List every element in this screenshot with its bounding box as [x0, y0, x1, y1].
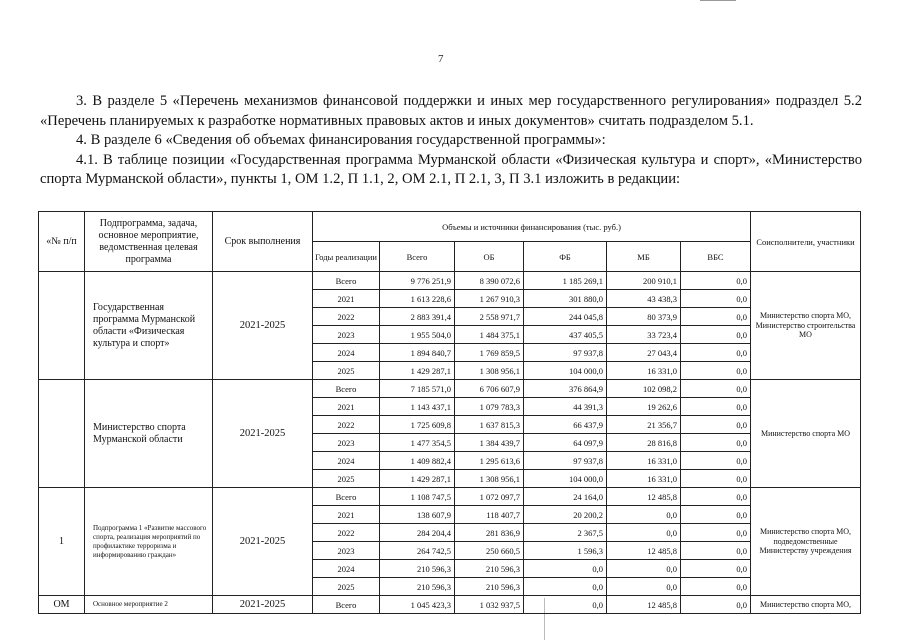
total-cell: 9 776 251,9: [380, 272, 455, 290]
header-fb: ФБ: [524, 242, 607, 272]
vbs-cell: 0,0: [681, 272, 751, 290]
period: 2021-2025: [213, 380, 313, 488]
fb-cell: 20 200,2: [524, 506, 607, 524]
executors: Министерство спорта МО: [751, 380, 861, 488]
table-body: [39, 272, 861, 614]
vbs-cell: 0,0: [681, 452, 751, 470]
mb-cell: 43 438,3: [607, 290, 681, 308]
vbs-cell: 0,0: [681, 542, 751, 560]
vbs-cell: 0,0: [681, 596, 751, 614]
executors: Министерство спорта МО, подведомственные Министерству учреждения: [751, 488, 861, 596]
mb-cell: 12 485,8: [607, 542, 681, 560]
fb-cell: 97 937,8: [524, 344, 607, 362]
vbs-cell: 0,0: [681, 524, 751, 542]
year-cell: 2025: [313, 470, 380, 488]
header-funding: Объемы и источники финансирования (тыс. руб.): [313, 212, 751, 242]
header-mb: МБ: [607, 242, 681, 272]
paragraph: 4.1. В таблице позиции «Государственная программа Мурманской области «Физическая культура и спорт», «Министерство спорта Мурманской области», пункты 1, ОМ 1.2, П 1.1, 2, ОМ 2.1, П 2.1, 3, П 3.1 изложить в редакции:: [40, 151, 862, 187]
fb-cell: 376 864,9: [524, 380, 607, 398]
paragraph: 3. В разделе 5 «Перечень механизмов финансовой поддержки и иных мер государственного регулирования» подраздел 5.2 «Перечень планируемых к разработке нормативных правовых актов и иных документов» считать подразделом 5.1.: [40, 93, 862, 129]
year-cell: 2024: [313, 560, 380, 578]
total-cell: 1 429 287,1: [380, 362, 455, 380]
fb-cell: 437 405,5: [524, 326, 607, 344]
fb-cell: 301 880,0: [524, 290, 607, 308]
year-cell: 2022: [313, 308, 380, 326]
ob-cell: 1 384 439,7: [455, 434, 524, 452]
page-number: 7: [438, 53, 444, 65]
vbs-cell: 0,0: [681, 506, 751, 524]
mb-cell: 0,0: [607, 506, 681, 524]
total-cell: 1 613 228,6: [380, 290, 455, 308]
year-cell: 2021: [313, 290, 380, 308]
header-no: «№ п/п: [39, 212, 85, 272]
vbs-cell: 0,0: [681, 380, 751, 398]
ob-cell: 210 596,3: [455, 560, 524, 578]
paragraph: 4. В разделе 6 «Сведения об объемах финансирования государственной программы»:: [76, 132, 606, 148]
body-text: [40, 92, 862, 190]
ob-cell: 250 660,5: [455, 542, 524, 560]
ob-cell: 281 836,9: [455, 524, 524, 542]
vbs-cell: 0,0: [681, 290, 751, 308]
total-cell: 210 596,3: [380, 560, 455, 578]
ob-cell: 118 407,7: [455, 506, 524, 524]
mb-cell: 33 723,4: [607, 326, 681, 344]
executors: Министерство спорта МО,: [751, 596, 861, 614]
header-total: Всего: [380, 242, 455, 272]
fb-cell: 1 185 269,1: [524, 272, 607, 290]
year-cell: 2021: [313, 506, 380, 524]
total-cell: 2 883 391,4: [380, 308, 455, 326]
year-cell: 2025: [313, 362, 380, 380]
mb-cell: 0,0: [607, 524, 681, 542]
fb-cell: 64 097,9: [524, 434, 607, 452]
ob-cell: 1 079 783,3: [455, 398, 524, 416]
vbs-cell: 0,0: [681, 326, 751, 344]
ob-cell: 1 072 097,7: [455, 488, 524, 506]
financing-table: [38, 211, 861, 614]
fb-cell: 104 000,0: [524, 470, 607, 488]
total-cell: 1 955 504,0: [380, 326, 455, 344]
mb-cell: 200 910,1: [607, 272, 681, 290]
ob-cell: 1 295 613,6: [455, 452, 524, 470]
program-name: Министерство спорта Мурманской области: [85, 380, 213, 488]
year-cell: 2024: [313, 452, 380, 470]
total-cell: 1 409 882,4: [380, 452, 455, 470]
scan-artifact: [700, 0, 736, 1]
period: 2021-2025: [213, 596, 313, 614]
vbs-cell: 0,0: [681, 308, 751, 326]
mb-cell: 21 356,7: [607, 416, 681, 434]
period: 2021-2025: [213, 272, 313, 380]
executors: Министерство спорта МО, Министерство строительства МО: [751, 272, 861, 380]
vbs-cell: 0,0: [681, 560, 751, 578]
fb-cell: 97 937,8: [524, 452, 607, 470]
mb-cell: 12 485,8: [607, 488, 681, 506]
ob-cell: 1 267 910,3: [455, 290, 524, 308]
table-row: [39, 272, 861, 290]
fb-cell: 24 164,0: [524, 488, 607, 506]
ob-cell: 1 032 937,5: [455, 596, 524, 614]
year-cell: Всего: [313, 596, 380, 614]
total-cell: 210 596,3: [380, 578, 455, 596]
total-cell: 1 477 354,5: [380, 434, 455, 452]
mb-cell: 19 262,6: [607, 398, 681, 416]
row-number: ОМ: [39, 596, 85, 614]
total-cell: 264 742,5: [380, 542, 455, 560]
fb-cell: 0,0: [524, 560, 607, 578]
vbs-cell: 0,0: [681, 470, 751, 488]
mb-cell: 28 816,8: [607, 434, 681, 452]
ob-cell: 1 308 956,1: [455, 362, 524, 380]
fb-cell: 244 045,8: [524, 308, 607, 326]
year-cell: 2023: [313, 326, 380, 344]
ob-cell: 1 308 956,1: [455, 470, 524, 488]
total-cell: 138 607,9: [380, 506, 455, 524]
year-cell: Всего: [313, 488, 380, 506]
table-row: [39, 380, 861, 398]
fb-cell: 104 000,0: [524, 362, 607, 380]
total-cell: 1 143 437,1: [380, 398, 455, 416]
header-program: Подпрограмма, задача, основное мероприятие, ведомственная целевая программа: [85, 212, 213, 272]
fb-cell: 1 596,3: [524, 542, 607, 560]
vbs-cell: 0,0: [681, 434, 751, 452]
mb-cell: 12 485,8: [607, 596, 681, 614]
table-row: [39, 488, 861, 506]
ob-cell: 1 637 815,3: [455, 416, 524, 434]
mb-cell: 0,0: [607, 578, 681, 596]
year-cell: 2025: [313, 578, 380, 596]
year-cell: Всего: [313, 380, 380, 398]
vbs-cell: 0,0: [681, 416, 751, 434]
fb-cell: 0,0: [524, 596, 607, 614]
year-cell: 2024: [313, 344, 380, 362]
year-cell: Всего: [313, 272, 380, 290]
total-cell: 1 108 747,5: [380, 488, 455, 506]
program-name: Государственная программа Мурманской области «Физическая культура и спорт»: [85, 272, 213, 380]
year-cell: 2021: [313, 398, 380, 416]
row-number: [39, 380, 85, 488]
header-ob: ОБ: [455, 242, 524, 272]
ob-cell: 6 706 607,9: [455, 380, 524, 398]
year-cell: 2023: [313, 542, 380, 560]
total-cell: 1 725 609,8: [380, 416, 455, 434]
mb-cell: 16 331,0: [607, 452, 681, 470]
header-executors: Соисполнители, участники: [751, 212, 861, 272]
ob-cell: 210 596,3: [455, 578, 524, 596]
table-row: [39, 596, 861, 614]
vbs-cell: 0,0: [681, 344, 751, 362]
ob-cell: 1 484 375,1: [455, 326, 524, 344]
mb-cell: 102 098,2: [607, 380, 681, 398]
fb-cell: 2 367,5: [524, 524, 607, 542]
vbs-cell: 0,0: [681, 488, 751, 506]
program-name: Подпрограмма 1 «Развитие массового спорта, реализация мероприятий по профилактике терроризма и информированию граждан»: [85, 488, 213, 596]
total-cell: 1 045 423,3: [380, 596, 455, 614]
vbs-cell: 0,0: [681, 578, 751, 596]
header-period: Срок выполнения: [213, 212, 313, 272]
ob-cell: 2 558 971,7: [455, 308, 524, 326]
vbs-cell: 0,0: [681, 362, 751, 380]
year-cell: 2022: [313, 524, 380, 542]
ob-cell: 8 390 072,6: [455, 272, 524, 290]
mb-cell: 80 373,9: [607, 308, 681, 326]
header-years: Годы реализации: [313, 242, 380, 272]
year-cell: 2023: [313, 434, 380, 452]
fb-cell: 66 437,9: [524, 416, 607, 434]
row-number: 1: [39, 488, 85, 596]
program-name: Основное мероприятие 2: [85, 596, 213, 614]
period: 2021-2025: [213, 488, 313, 596]
total-cell: 284 204,4: [380, 524, 455, 542]
fb-cell: 44 391,3: [524, 398, 607, 416]
mb-cell: 0,0: [607, 560, 681, 578]
mb-cell: 16 331,0: [607, 470, 681, 488]
mb-cell: 27 043,4: [607, 344, 681, 362]
vbs-cell: 0,0: [681, 398, 751, 416]
mb-cell: 16 331,0: [607, 362, 681, 380]
header-vbs: ВБС: [681, 242, 751, 272]
total-cell: 1 429 287,1: [380, 470, 455, 488]
ob-cell: 1 769 859,5: [455, 344, 524, 362]
row-number: [39, 272, 85, 380]
fb-cell: 0,0: [524, 578, 607, 596]
total-cell: 1 894 840,7: [380, 344, 455, 362]
total-cell: 7 185 571,0: [380, 380, 455, 398]
year-cell: 2022: [313, 416, 380, 434]
